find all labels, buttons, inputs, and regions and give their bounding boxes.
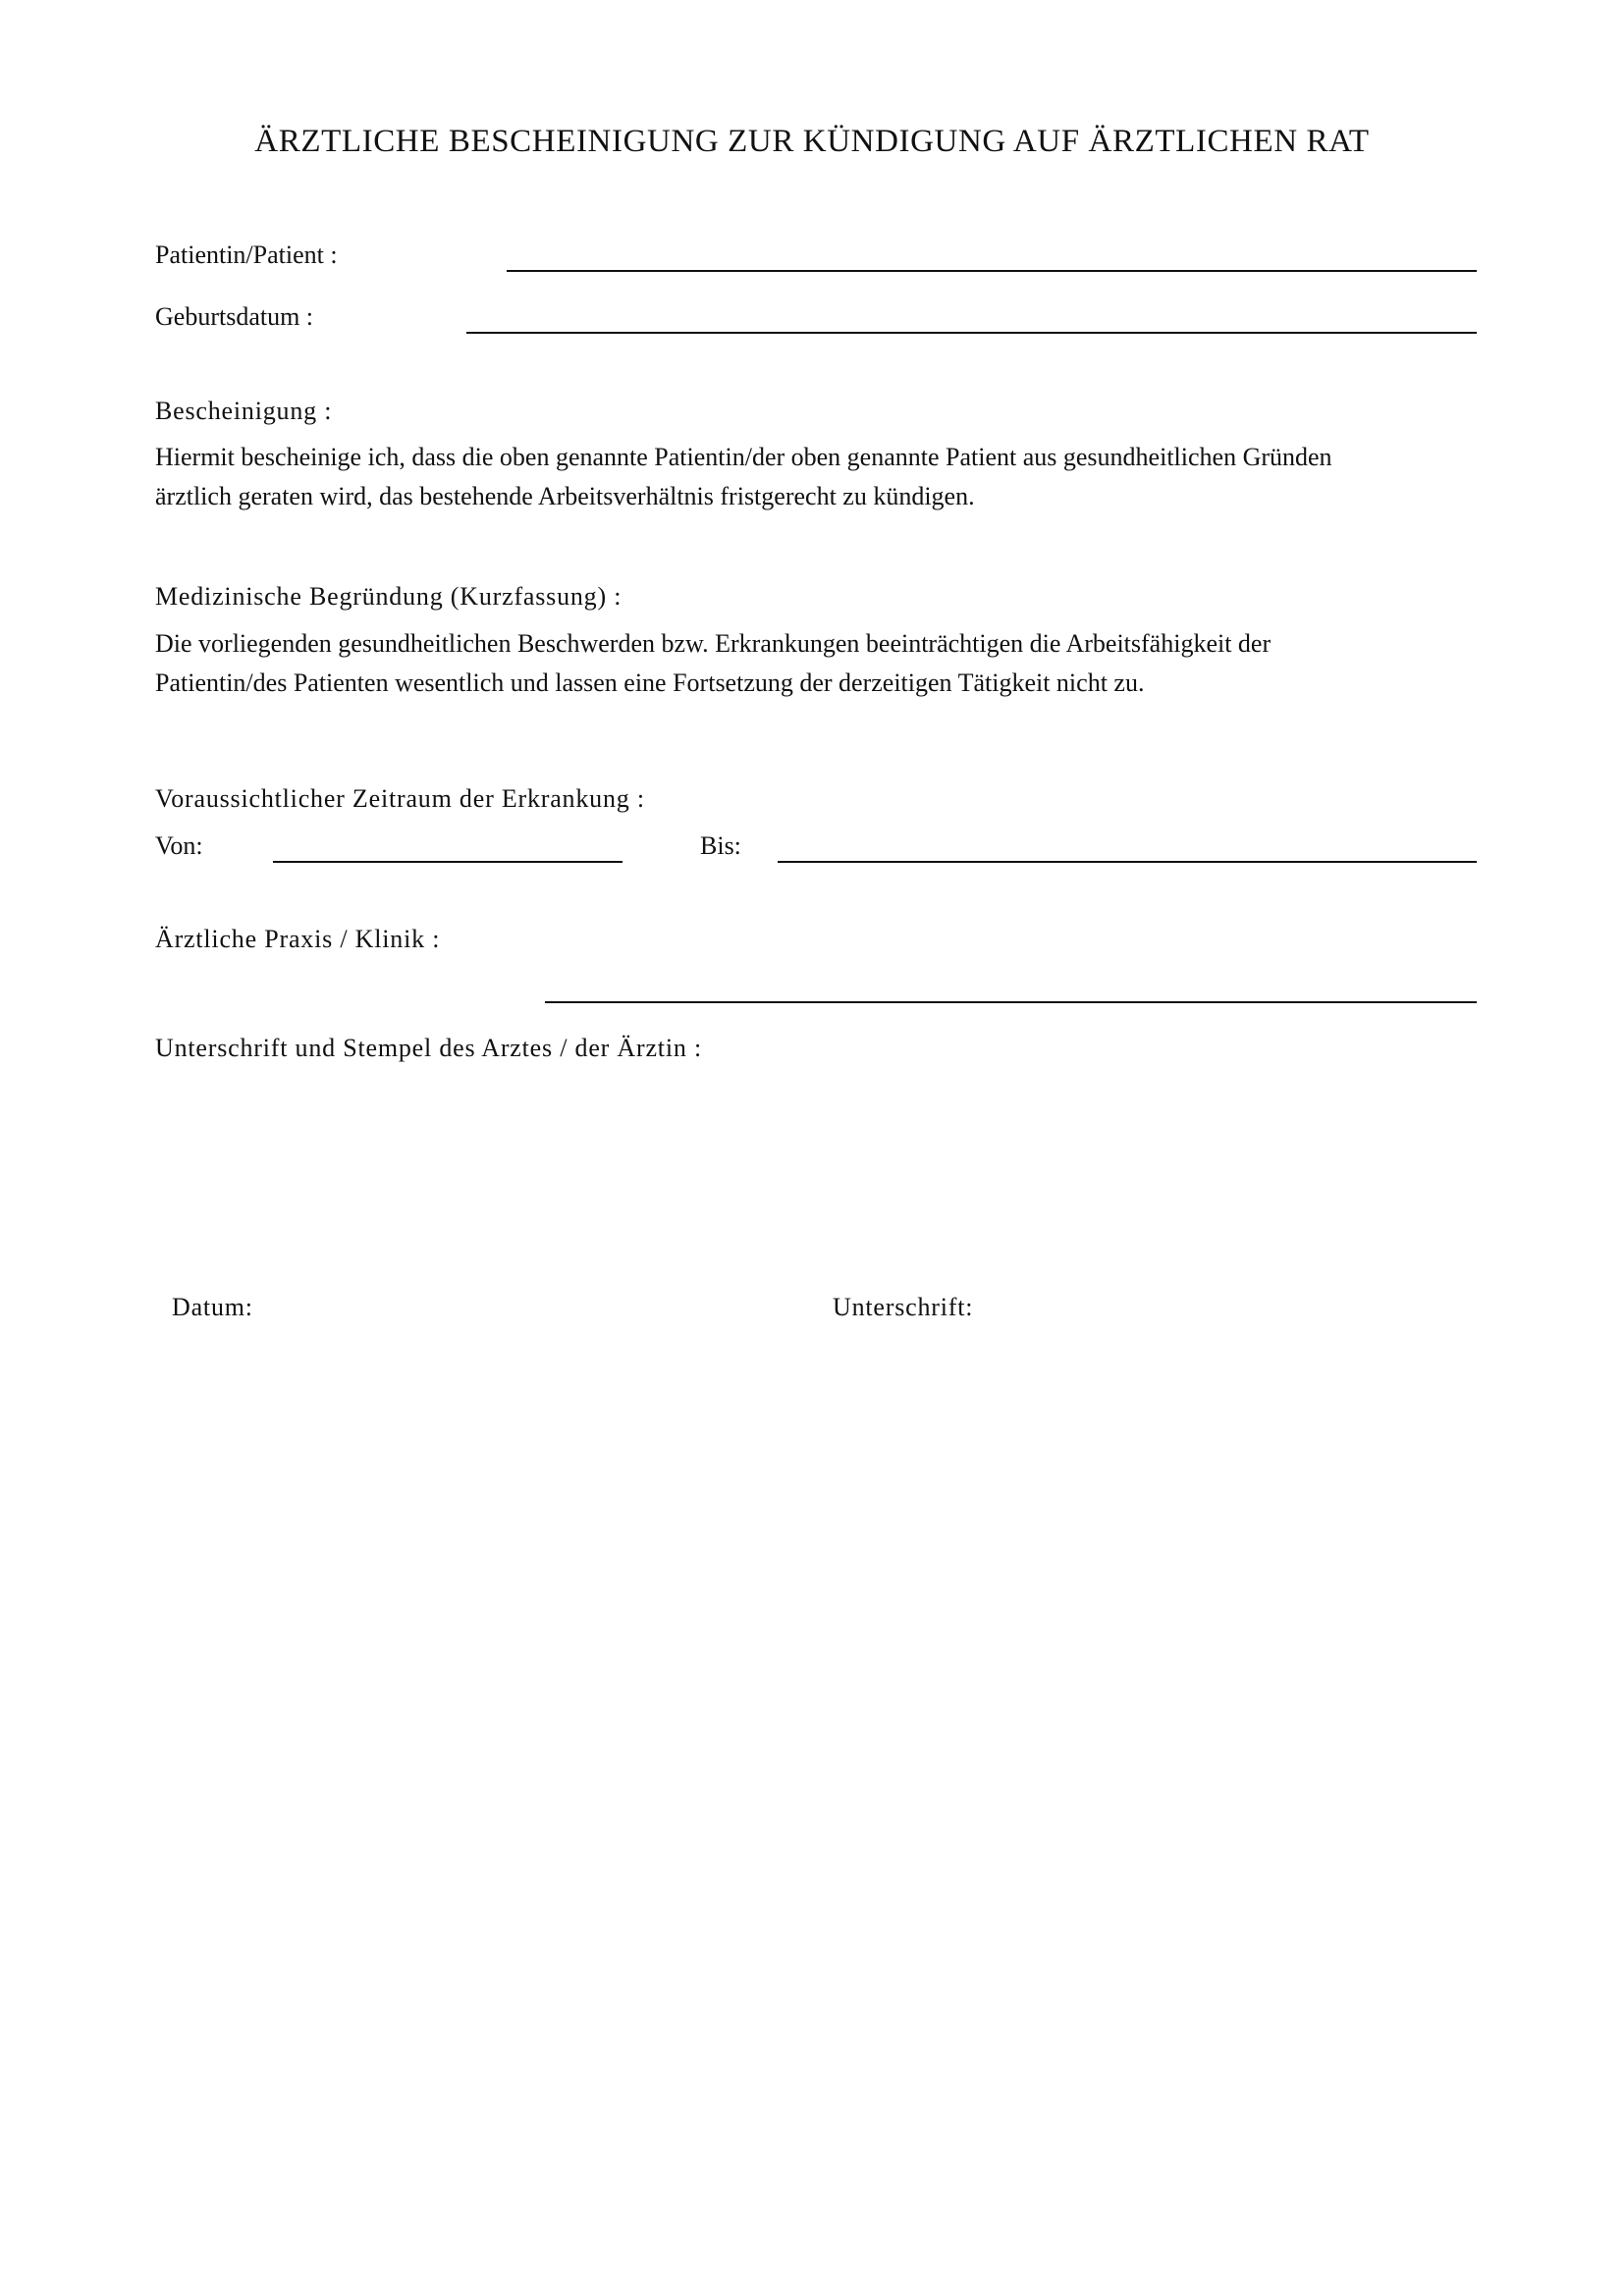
medical-reason-line: Patientin/des Patienten wesentlich und lassen eine Fortsetzung der derzeitigen Tätigkeit nicht zu. xyxy=(155,668,1145,697)
practice-label: Ärztliche Praxis / Klinik : xyxy=(155,925,441,953)
period-from-label: Von: xyxy=(155,831,203,860)
signature-stamp-label: Unterschrift und Stempel des Arztes / der Ärztin : xyxy=(155,1034,702,1062)
date-label: Datum: xyxy=(172,1293,253,1321)
certification-heading: Bescheinigung : xyxy=(155,397,333,425)
birthdate-field-line[interactable] xyxy=(466,332,1477,334)
birthdate-label: Geburtsdatum : xyxy=(155,302,314,331)
medical-reason-text xyxy=(155,624,1530,703)
certification-line: Hiermit bescheinige ich, dass die oben genannte Patientin/der oben genannte Patient aus gesundheitlichen Gründen xyxy=(155,443,1332,471)
patient-label: Patientin/Patient : xyxy=(155,240,338,269)
practice-field-line[interactable] xyxy=(545,1001,1477,1003)
certification-text xyxy=(155,438,1530,516)
period-heading: Voraussichtlicher Zeitraum der Erkrankung : xyxy=(155,784,645,813)
period-to-field-line[interactable] xyxy=(778,861,1477,863)
medical-reason-line: Die vorliegenden gesundheitlichen Beschwerden bzw. Erkrankungen beeinträchtigen die Arbeitsfähigkeit der xyxy=(155,629,1272,658)
period-from-field-line[interactable] xyxy=(273,861,623,863)
certification-line: ärztlich geraten wird, das bestehende Arbeitsverhältnis fristgerecht zu kündigen. xyxy=(155,482,975,510)
medical-reason-heading: Medizinische Begründung (Kurzfassung) : xyxy=(155,582,623,611)
signature-label: Unterschrift: xyxy=(833,1293,974,1321)
document-title: ÄRZTLICHE BESCHEINIGUNG ZUR KÜNDIGUNG AUF ÄRZTLICHEN RAT xyxy=(254,124,1370,159)
period-to-label: Bis: xyxy=(700,831,741,860)
patient-field-line[interactable] xyxy=(507,270,1477,272)
